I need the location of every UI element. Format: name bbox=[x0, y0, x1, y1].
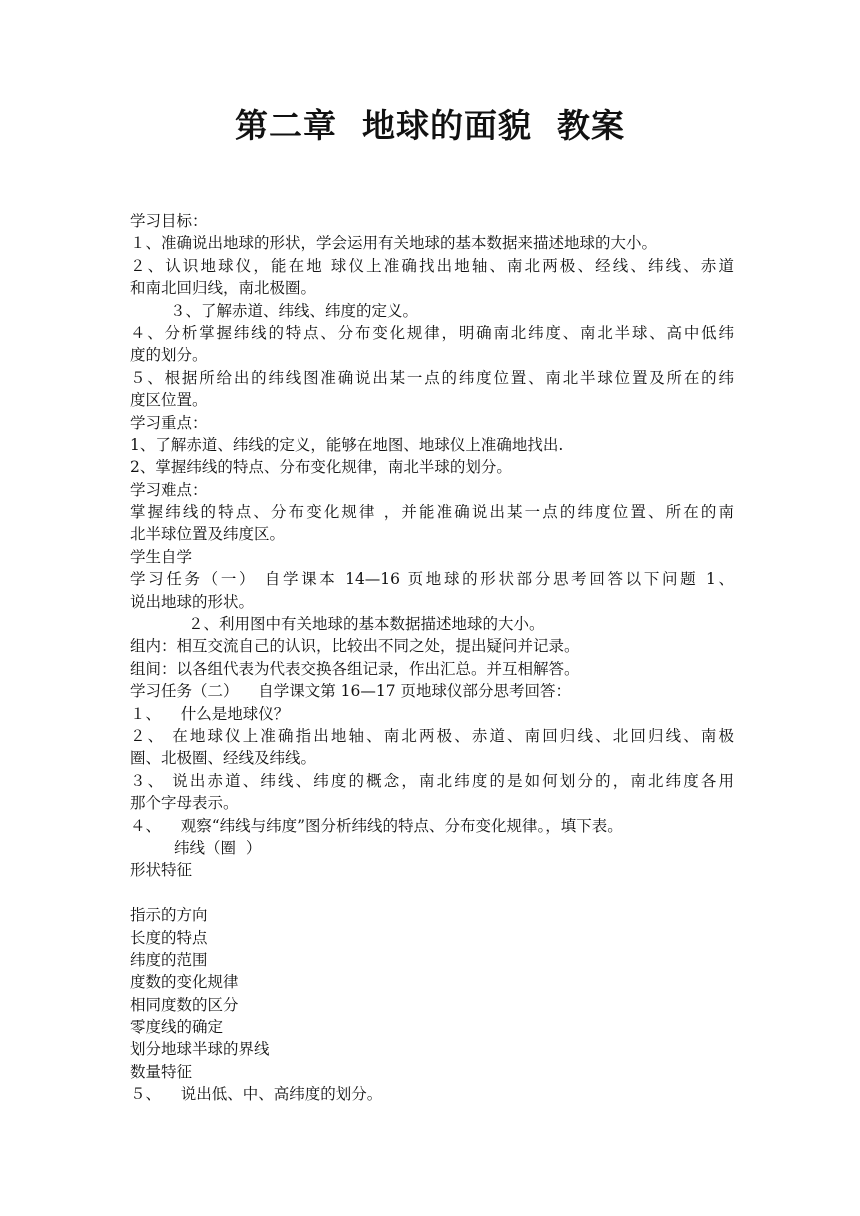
table-row-label: 指示的方向 bbox=[130, 906, 208, 925]
page-title: 第二章 地球的面貌 教案 bbox=[235, 106, 625, 145]
text-line: 那个字母表示。 bbox=[130, 794, 239, 813]
text-line: ２、利用图中有关地球的基本数据描述地球的大小。 bbox=[188, 615, 545, 634]
section-heading: 学生自学 bbox=[130, 547, 193, 566]
text-line: 1、了解赤道、纬线的定义，能够在地图、地球仪上准确地找出. bbox=[130, 435, 564, 454]
text-line: 圈、北极圈、经线及纬线。 bbox=[130, 749, 317, 768]
table-row-label: 纬度的范围 bbox=[130, 950, 208, 969]
table-label: 纬线（圈 ） bbox=[174, 838, 262, 857]
document-body bbox=[130, 210, 734, 1106]
text-line: 学习任务（一） 自学课本 14—16 页地球的形状部分思考回答以下问题 1、 bbox=[130, 570, 734, 589]
text-line: ５、 说出低、中、高纬度的划分。 bbox=[130, 1085, 383, 1104]
text-line: 学习目标： bbox=[130, 212, 208, 230]
text-line: ３、了解赤道、纬线、纬度的定义。 bbox=[170, 301, 419, 320]
text-line: ２、认识地球仪，能在地 球仪上准确找出地轴、南北两极、经线、纬线、赤道 bbox=[130, 256, 734, 275]
text-line: 说出地球的形状。 bbox=[130, 592, 255, 611]
table-row-label: 数量特征 bbox=[130, 1062, 193, 1081]
blank-line bbox=[130, 882, 734, 904]
table-row-label: 形状特征 bbox=[130, 861, 193, 880]
text-line: 2、掌握纬线的特点、分布变化规律，南北半球的划分。 bbox=[130, 458, 512, 477]
text-line: 北半球位置及纬度区。 bbox=[130, 525, 286, 544]
section-heading: 学习重点： bbox=[130, 413, 208, 432]
text-line: ５、根据所给出的纬线图准确说出某一点的纬度位置、南北半球位置及所在的纬 bbox=[130, 368, 734, 387]
table-row-label: 度数的变化规律 bbox=[130, 973, 239, 992]
text-line: 组内：相互交流自己的认识，比较出不同之处，提出疑问并记录。 bbox=[130, 637, 580, 656]
text-line: ２、 在地球仪上准确指出地轴、南北两极、赤道、南回归线、北回归线、南极 bbox=[130, 726, 734, 745]
text-line: 学习任务（二） 自学课文第 16—17 页地球仪部分思考回答： bbox=[130, 682, 572, 701]
text-line: ３、 说出赤道、纬线、纬度的概念，南北纬度的是如何划分的，南北纬度各用 bbox=[130, 771, 734, 790]
section-heading: 学习难点： bbox=[130, 480, 208, 499]
table-row-label: 划分地球半球的界线 bbox=[130, 1040, 270, 1059]
text-line: 度的划分。 bbox=[130, 346, 208, 365]
table-row-label: 零度线的确定 bbox=[130, 1018, 224, 1037]
text-line: ４、分析掌握纬线的特点、分布变化规律，明确南北纬度、南北半球、高中低纬 bbox=[130, 323, 734, 342]
table-row-label: 长度的特点 bbox=[130, 928, 208, 947]
text-line: 度区位置。 bbox=[130, 391, 208, 410]
text-line: 掌握纬线的特点、分布变化规律 ，并能准确说出某一点的纬度位置、所在的南 bbox=[130, 503, 734, 522]
text-line: 组间：以各组代表为代表交换各组记录，作出汇总。并互相解答。 bbox=[130, 659, 580, 678]
text-line: １、 什么是地球仪？ bbox=[130, 704, 290, 723]
table-row-label: 相同度数的区分 bbox=[130, 995, 239, 1014]
text-line: 和南北回归线，南北极圈。 bbox=[130, 279, 317, 298]
text-line: ４、 观察“纬线与纬度”图分析纬线的特点、分布变化规律。，填下表。 bbox=[130, 816, 623, 835]
text-line: １、准确说出地球的形状，学会运用有关地球的基本数据来描述地球的大小。 bbox=[130, 234, 658, 253]
